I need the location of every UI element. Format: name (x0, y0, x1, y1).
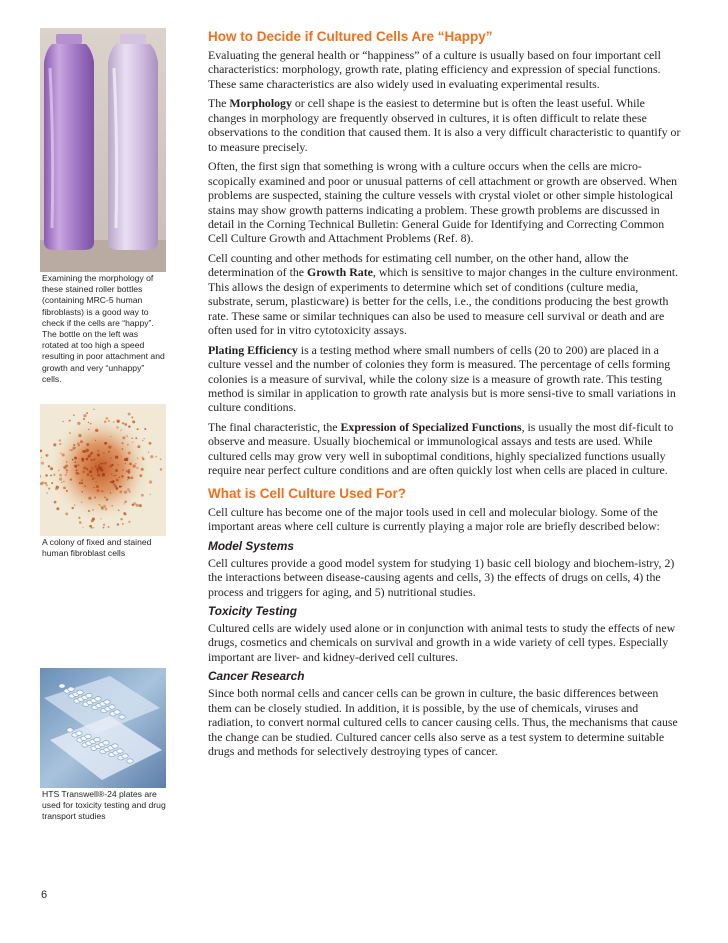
paragraph-toxicity-testing: Cultured cells are widely used alone or in conjunction with animal tests to study the effects of new drugs, cosmetics and chemicals on survival and growth in a wide variety of cell types. Especially important are liver- and kidney-derived cell cultures. (208, 620, 676, 664)
term-morphology: Morphology (229, 96, 292, 111)
subheading-model-systems: Model Systems (208, 538, 294, 553)
transwell-plates-caption: HTS Transwell®-24 plates are used for toxicity testing and drug transport studies (42, 789, 166, 822)
paragraph-model-systems: Cell cultures provide a good model system for studying 1) basic cell biology and biochem-istry, 2) the interactions between disease-causing agents and cells, 3) the effects of drugs on cells, 4) the process and triggers for aging, and 5) nutritional studies. (208, 555, 675, 599)
fibroblast-colony-photo (40, 404, 166, 536)
term-specialized-functions: Expression of Specialized Functions (340, 419, 522, 434)
roller-bottles-photo (40, 28, 166, 272)
paragraph-specialized-functions: The final characteristic, the Expression of Specialized Functions, is usually the most dif-ficult to observe and measure. Usually biochemical or immunological assays and tests are used. While cultured cells may grow very well in suboptimal conditions, highly specialized functions usually require near perfect culture conditions and are often quickly lost when cells are placed in culture. (208, 419, 674, 478)
paragraph-cancer-research: Since both normal cells and cancer cells can be grown in culture, the basic differences between them can be closely studied. In addition, it is possible, by the use of chemicals, viruses and radiation, to convert normal cultured cells to cancer causing cells. Thus, the mechanisms that cause the change can be studied. Cultured cancer cells also serve as a test system to determine suitable drugs and methods for selectively destroying types of cancer. (208, 686, 678, 759)
paragraph-growth-rate: Cell counting and other methods for estimating cell number, on the other hand, allow the determination of the Growth Rate, which is sensitive to major changes in the culture environment. This allows the design of experiments to determine which set of conditions (culture media, substrate, serum, plasticware) is better for the cells, i.e., the conditions producing the best growth rate. These same or similar techniques can also be used to measure cell survival or death and are often used for in vitro cytotoxicity assays. (208, 250, 679, 338)
paragraph-intro: Evaluating the general health or “happiness” of a culture is usually based on four important cell characteristics: morphology, growth rate, plating efficiency and expression of special functions. These same characteristics are also widely used in evaluating experimental results. (208, 48, 661, 91)
page-number: 6 (41, 889, 48, 901)
section-heading-uses: What is Cell Culture Used For? (208, 485, 407, 501)
paragraph-morphology: The Morphology or cell shape is the easiest to determine but is often the least useful. While changes in morphology are frequently observed in cultures, it is often difficult to relate these observations to the condition that caused them. It is also a very difficult characteristic to quantify or to measure precisely. (208, 96, 681, 154)
term-growth-rate: Growth Rate (307, 265, 373, 280)
fibroblast-colony-caption: A colony of fixed and stained human fibroblast cells (42, 537, 152, 559)
transwell-plates-photo (40, 668, 166, 788)
subheading-toxicity-testing: Toxicity Testing (208, 603, 297, 618)
paragraph-growth-problems: Often, the first sign that something is wrong with a culture occurs when the cells are micro-scopically examined and poor or unusual patterns of cell attachment or growth are observed. When problems are suspected, staining the culture vessels with crystal violet or other simple histological stains may show growth patterns indicating a problem. These growth problems are discussed in detail in the Corning Technical Bulletin: General Guide for Identifying and Correcting Common Cell Culture Growth and Attachment Problems (Ref. 8). (208, 159, 678, 246)
paragraph-uses-intro: Cell culture has become one of the major tools used in cell and molecular biology. Some of the important areas where cell culture is currently playing a major role are briefly described below: (208, 504, 660, 534)
main-column (208, 28, 683, 764)
subheading-cancer-research: Cancer Research (208, 669, 305, 684)
paragraph-plating-efficiency: Plating Efficiency is a testing method where small numbers of cells (20 to 200) are placed in a culture vessel and the number of colonies they form is measured. The percentage of cells forming colonies is a measure of survival, while the colony size is a measure of growth rate. This testing method is similar in application to growth rate analysis but is more sensi-tive to small variations in culture conditions. (208, 342, 676, 415)
section-heading-happy-cells: How to Decide if Cultured Cells Are “Happy” (208, 29, 493, 44)
term-plating-efficiency: Plating Efficiency (208, 342, 298, 357)
roller-bottles-caption: Examining the morphology of these stained roller bottles (containing MRC-5 human fibroblasts) is a good way to check if the cells are “happy”. The bottle on the left was rotated at too high a speed resulting in poor attachment and growth and very “unhappy” cells. (42, 273, 165, 384)
